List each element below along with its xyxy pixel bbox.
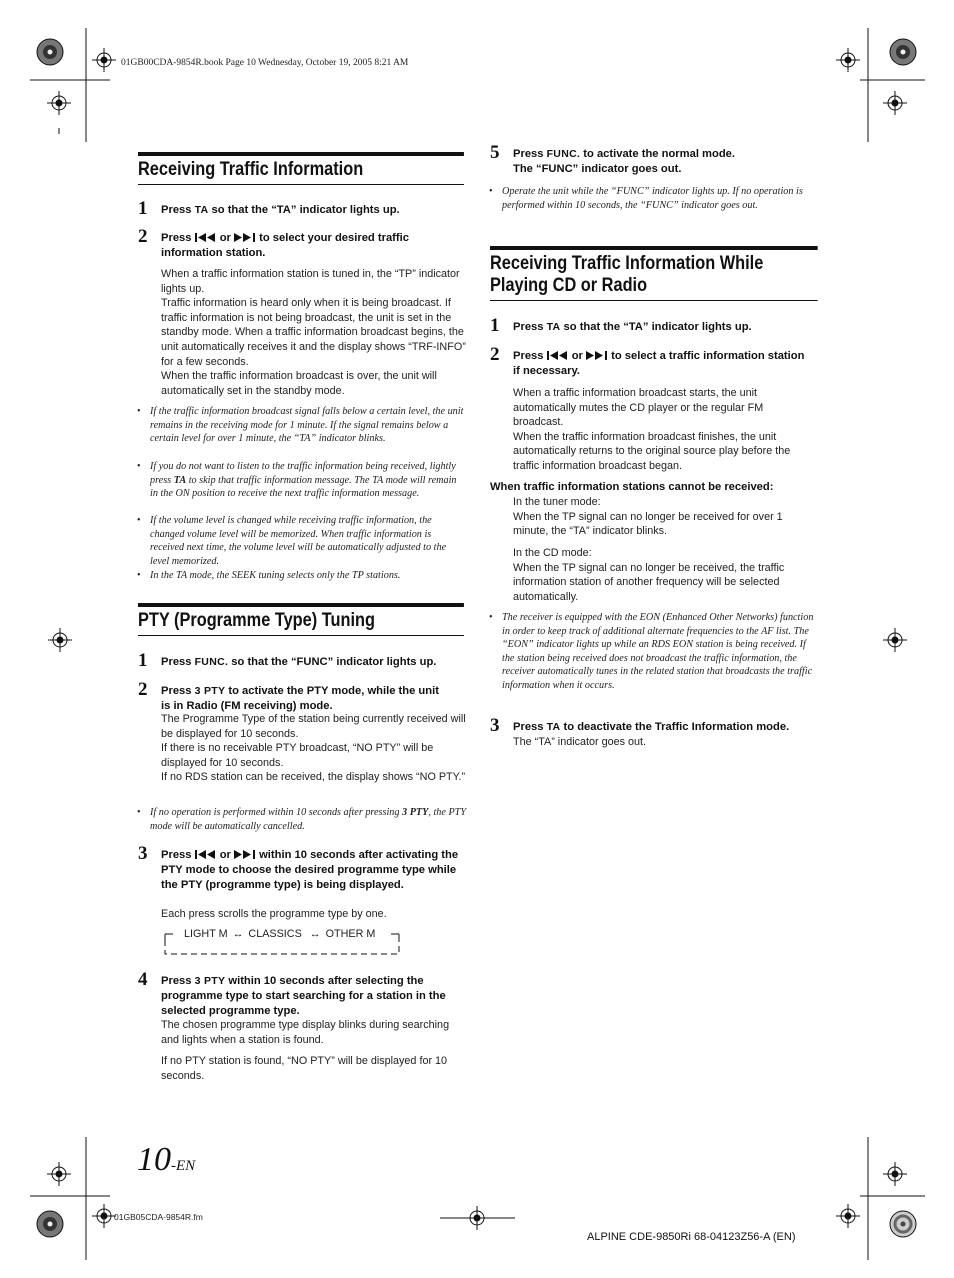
press-label: Press — [161, 232, 192, 244]
step-instruction: to activate the normal mode. — [583, 148, 735, 160]
section-title-traffic-cd-radio — [490, 246, 818, 301]
pty-cycle-diagram — [163, 926, 403, 956]
cd-mode-label: In the CD mode: — [513, 547, 592, 559]
s2-step3-body: Each press scrolls the programme type by one. — [161, 908, 387, 920]
body-paragraph: When the traffic information broadcast is over, the unit will automatically set in the standby mode. — [161, 370, 437, 397]
step-text — [513, 720, 833, 735]
press-label: Press — [161, 656, 192, 668]
prev-track-icon — [547, 351, 569, 360]
bullet: • — [137, 807, 141, 818]
note-text: If no operation is performed within 10 seconds after pressing — [150, 807, 400, 818]
ta-button: TA — [546, 721, 561, 733]
step-number: 1 — [490, 315, 500, 336]
body-paragraph: When a traffic information broadcast starts, the unit automatically mutes the CD player or the regular FM broadcast. — [513, 387, 764, 429]
step-text — [161, 974, 461, 1019]
step-instruction: so that the “TA” indicator lights up. — [211, 204, 400, 216]
s1-body — [161, 267, 466, 398]
ta-button: TA — [194, 204, 209, 216]
press-label: Press — [513, 721, 544, 733]
swap-arrow-icon: ↔ — [309, 928, 321, 940]
pty-key-label: 3 PTY — [402, 807, 429, 818]
body-paragraph: If there is no receivable PTY broadcast, “NO PTY” will be displayed for 10 seconds. — [161, 742, 434, 769]
or-label: or — [219, 849, 231, 861]
body-paragraph: When a traffic information station is tuned in, the “TP” indicator lights up. — [161, 268, 460, 295]
step-text — [161, 655, 471, 670]
step-instruction: to activate the PTY mode, while the unit is in Radio (FM receiving) mode. — [161, 685, 439, 712]
page-number-suffix: -EN — [171, 1158, 196, 1174]
s3-step3-body: The “TA” indicator goes out. — [513, 736, 647, 748]
bullet: • — [137, 406, 141, 417]
section-title-line-2: Playing CD or Radio — [490, 275, 648, 296]
s1-note-2 — [137, 460, 466, 501]
cd-mode-text: When the TP signal can no longer be received, the traffic information station of another frequency will be selected automatically. — [513, 561, 785, 603]
prev-track-icon — [195, 233, 217, 242]
note-text: to skip that traffic information message. The TA mode will remain in the ON position to receive the next traffic information message. — [150, 474, 457, 500]
s3-note-eon — [489, 611, 818, 693]
press-label: Press — [161, 849, 192, 861]
step-text — [161, 684, 451, 714]
body-paragraph: The Programme Type of the station being currently received will be displayed for 10 seconds. — [161, 713, 466, 740]
step-instruction: within 10 seconds after selecting the programme type to start searching for a station in the selected programme type. — [161, 975, 446, 1017]
step-text — [161, 231, 461, 261]
note-text: The receiver is equipped with the EON (Enhanced Other Networks) function in order to keep track of additional alternate frequencies to the AF list. The “EON” indicator lights up while an RDS EON station is being received. If the station being received does not broadcast the traffic information, the receiver automatically tunes in the related station that broadcasts the traffic information when it occurs. — [502, 612, 814, 691]
press-label: Press — [513, 148, 544, 160]
step-number: 2 — [490, 344, 500, 365]
step-number: 3 — [490, 715, 500, 736]
s3-body — [513, 386, 813, 474]
func-button: FUNC. — [546, 148, 581, 160]
step-number: 4 — [138, 969, 148, 990]
tuner-mode-label: In the tuner mode: — [513, 496, 601, 508]
page-number — [137, 1141, 195, 1179]
bullet: • — [137, 461, 141, 472]
s1-note-3 — [137, 514, 466, 568]
note-text: If you do not want to listen to the traffic information being received, lightly press — [150, 461, 456, 486]
press-label: Press — [513, 350, 544, 362]
step-number: 1 — [138, 650, 148, 671]
section-title-text: PTY (Programme Type) Tuning — [138, 610, 375, 631]
step-instruction: to deactivate the Traffic Information mode. — [563, 721, 790, 733]
body-paragraph: When the traffic information broadcast finishes, the unit automatically returns to the original source play before the traffic information broadcast began. — [513, 430, 791, 472]
or-label: or — [571, 350, 583, 362]
tuner-mode-text: When the TP signal can no longer be received for over 1 minute, the “TA” indicator blinks. — [513, 510, 783, 538]
step-text — [513, 349, 813, 379]
bullet: • — [137, 515, 141, 526]
page-number-digits: 10 — [137, 1141, 171, 1178]
section-title-line-1: Receiving Traffic Information While — [490, 253, 764, 274]
ta-button: TA — [546, 321, 561, 333]
note-text: If the volume level is changed while receiving traffic information, the changed volume level will be memorized. When traffic information is received next time, the volume level will be automatically adjusted to the level memorized. — [150, 515, 447, 567]
s3-tuner-mode — [513, 495, 813, 539]
step-instruction: within 10 seconds after activating the PTY mode to choose the desired programme type while the PTY (programme type) is being displayed. — [161, 849, 459, 891]
next-track-icon — [234, 850, 256, 859]
bullet: • — [489, 612, 493, 623]
pty-button: 3 PTY — [194, 685, 226, 697]
s2-step4-body-1: The chosen programme type display blinks during searching and lights when a station is found. — [161, 1019, 450, 1046]
s1-note-4 — [137, 569, 466, 583]
step-instruction: so that the “TA” indicator lights up. — [563, 321, 752, 333]
step-number: 2 — [138, 226, 148, 247]
section-title-text: Receiving Traffic Information — [138, 159, 364, 180]
step-number: 1 — [138, 198, 148, 219]
or-label: or — [219, 232, 231, 244]
press-label: Press — [513, 321, 544, 333]
step-text — [513, 147, 823, 177]
s2-note — [137, 806, 467, 833]
bullet: • — [489, 186, 493, 197]
pty-button: 3 PTY — [194, 975, 226, 987]
step-instruction: so that the “FUNC” indicator lights up. — [231, 656, 437, 668]
s2-step2-body — [161, 712, 466, 785]
prev-track-icon — [195, 850, 217, 859]
bullet: • — [137, 570, 141, 581]
note-text: If the traffic information broadcast signal falls below a certain level, the unit remains in the receiving mode for 1 minute. If the signal remains below a certain level for over 1 minute, the “TA” indicator blinks. — [150, 406, 464, 445]
cycle-labels — [184, 928, 375, 940]
s2-step4-body-2: If no PTY station is found, “NO PTY” will be displayed for 10 seconds. — [161, 1055, 448, 1082]
step-number: 5 — [490, 142, 500, 163]
step-instruction: to select a traffic information station if necessary. — [513, 350, 805, 377]
press-label: Press — [161, 204, 192, 216]
step-text — [513, 320, 823, 335]
r-note-func — [489, 185, 812, 212]
swap-arrow-icon: ↔ — [232, 928, 244, 940]
section-title-receiving-traffic — [138, 152, 464, 185]
note-text: , the PTY mode will be automatically cancelled. — [150, 807, 467, 832]
note-text: Operate the unit while the “FUNC” indicator lights up. If no operation is performed within 10 seconds, the “FUNC” indicator goes out. — [502, 186, 803, 211]
step-instruction: to select your desired traffic information station. — [161, 232, 409, 259]
book-header: 01GB00CDA-9854R.book Page 10 Wednesday, October 19, 2005 8:21 AM — [121, 58, 409, 68]
cycle-item-other-m: OTHER M — [325, 928, 376, 940]
body-paragraph: If no RDS station can be received, the display shows “NO PTY.” — [161, 771, 466, 784]
step-result: The “FUNC” indicator goes out. — [513, 163, 682, 175]
func-button: FUNC. — [194, 656, 229, 668]
press-label: Press — [161, 975, 192, 987]
section-title-pty-tuning — [138, 603, 464, 636]
step-text — [161, 848, 461, 893]
cycle-item-classics: CLASSICS — [248, 928, 302, 940]
press-label: Press — [161, 685, 192, 697]
cycle-item-light-m: LIGHT M — [184, 928, 228, 940]
step-number: 3 — [138, 843, 148, 864]
note-text: In the TA mode, the SEEK tuning selects only the TP stations. — [150, 570, 401, 581]
step-number: 2 — [138, 679, 148, 700]
s3-subhead: When traffic information stations cannot be received: — [490, 481, 774, 493]
s3-cd-mode — [513, 546, 813, 604]
step-text — [161, 203, 471, 218]
s1-note-1 — [137, 405, 466, 446]
ta-key-label: TA — [173, 474, 187, 486]
next-track-icon — [586, 351, 608, 360]
file-info: 01GB05CDA-9854R.fm — [114, 1212, 203, 1222]
body-paragraph: Traffic information is heard only when it is being broadcast. If traffic information is not being broadcast, the unit is set in the standby mode. When a traffic information broadcast begins, the unit automatically receives it and the display shows “TRF-INFO” for a few seconds. — [161, 297, 466, 368]
model-info: ALPINE CDE-9850Ri 68-04123Z56-A (EN) — [587, 1231, 796, 1243]
next-track-icon — [234, 233, 256, 242]
